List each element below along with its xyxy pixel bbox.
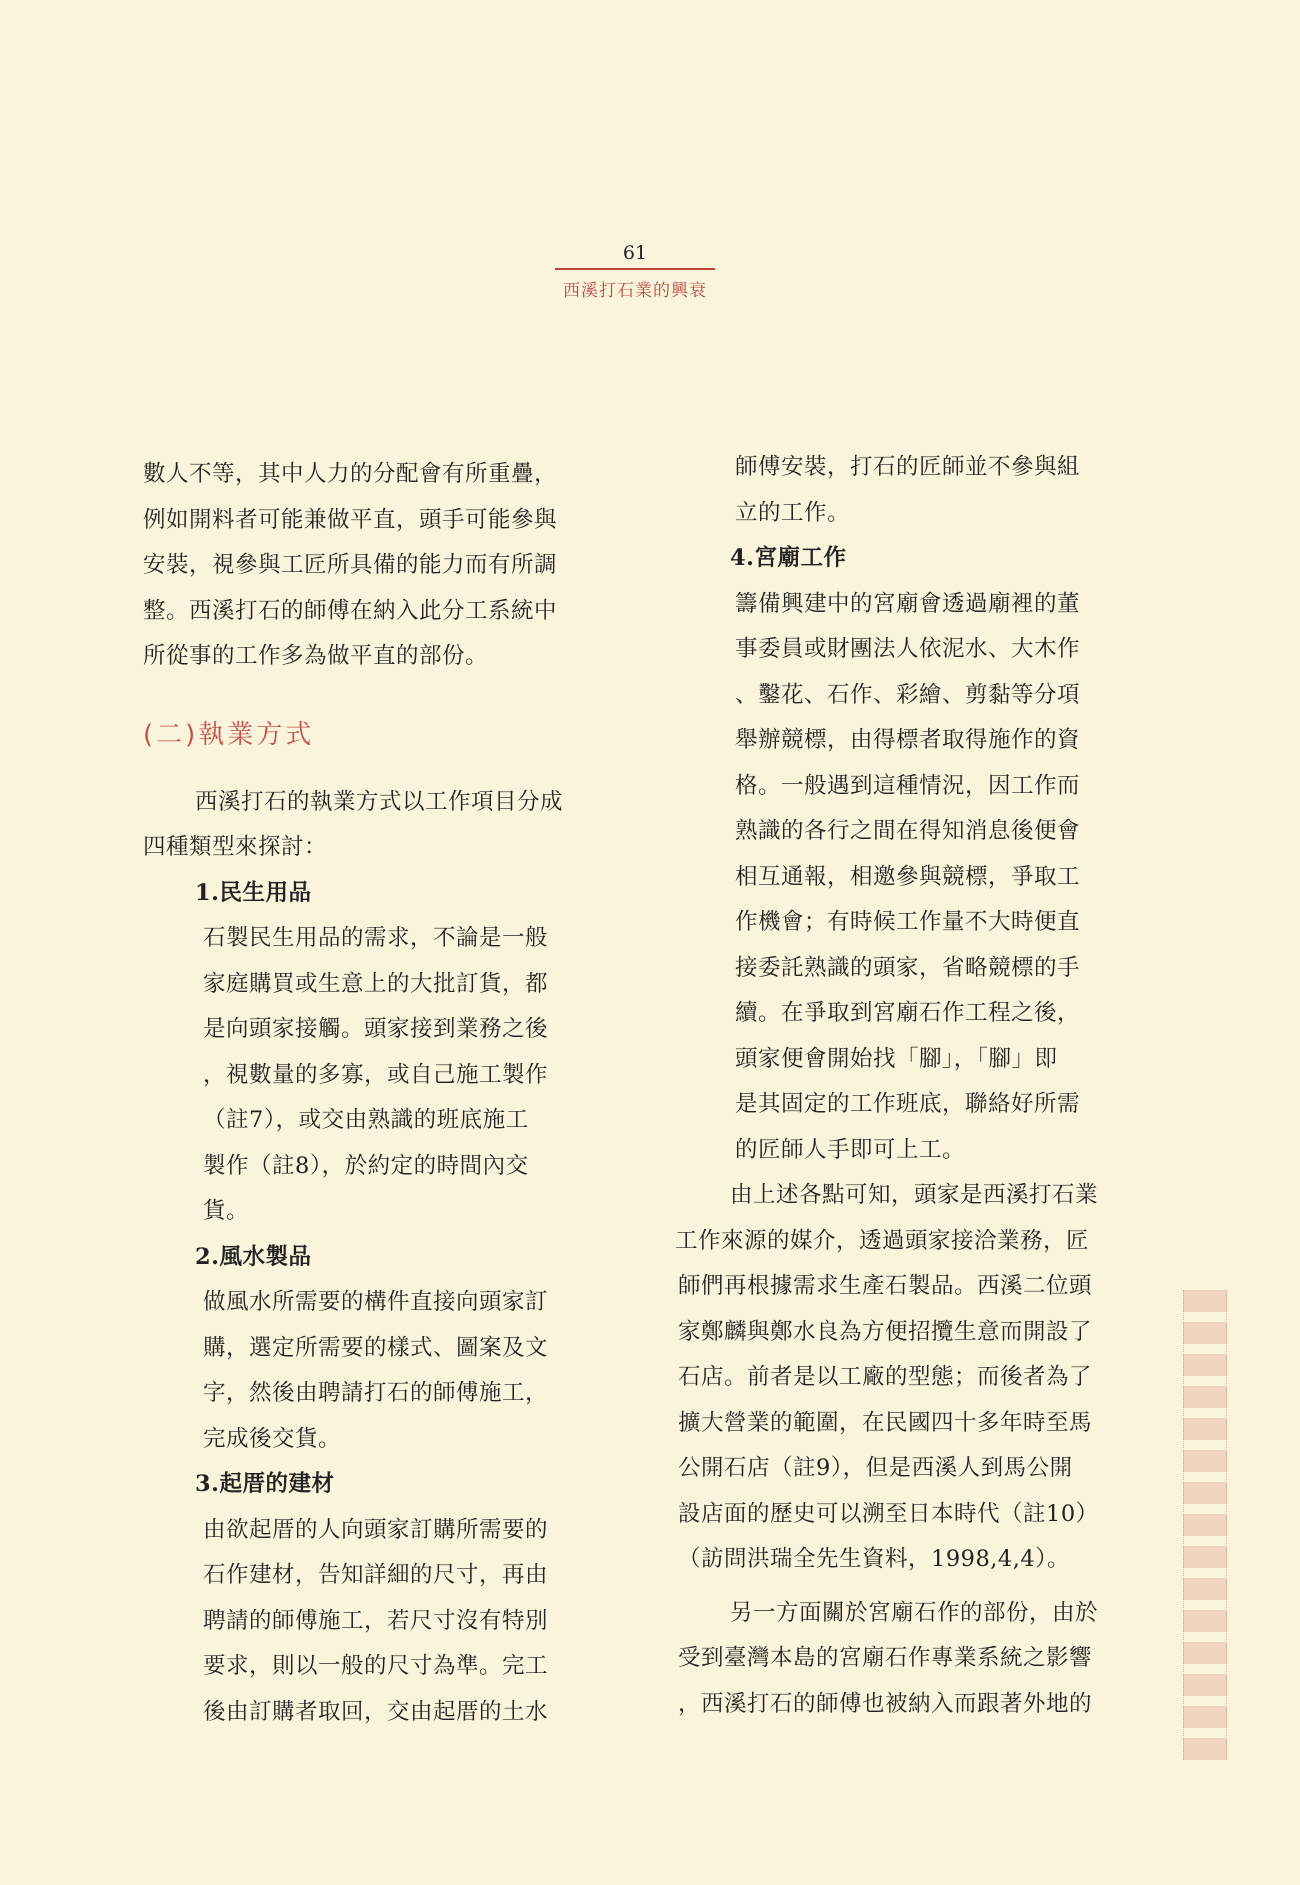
running-title: 西溪打石業的興衰 bbox=[563, 281, 707, 301]
text-line: 師們再根據需求生產石製品。西溪二位頭 bbox=[678, 1273, 1093, 1299]
text-line: 字，然後由聘請打石的師傅施工， bbox=[203, 1380, 549, 1406]
text-line: 購，選定所需要的樣式、圖案及文 bbox=[203, 1334, 549, 1361]
item-heading: 1.民生用品 bbox=[195, 879, 312, 906]
text-line: 續。在爭取到宮廟石作工程之後， bbox=[735, 1000, 1081, 1026]
text-line: 家鄭麟與鄭水良為方便招攬生意而開設了 bbox=[678, 1318, 1093, 1345]
page-header bbox=[555, 240, 715, 301]
text-line: 的匠師人手即可上工。 bbox=[735, 1136, 966, 1163]
text-line: 家庭購買或生意上的大批訂貨，都 bbox=[203, 970, 549, 997]
text-line: 完成後交貨。 bbox=[203, 1425, 342, 1452]
text-line: 立的工作。 bbox=[735, 499, 851, 526]
text-line: 另一方面關於宮廟石作的部份，由於 bbox=[730, 1599, 1099, 1626]
text-line: （訪問洪瑞全先生資料，1998,4,4）。 bbox=[678, 1546, 1070, 1572]
text-line: 熟識的各行之間在得知消息後便會 bbox=[735, 818, 1081, 844]
section-heading: (二)執業方式 bbox=[143, 719, 315, 750]
text-line: 石店。前者是以工廠的型態；而後者為了 bbox=[678, 1364, 1093, 1390]
seal-stamp-strip bbox=[1183, 1290, 1227, 1760]
text-line: 四種類型來探討： bbox=[143, 834, 328, 860]
text-line: 是向頭家接觸。頭家接到業務之後 bbox=[203, 1016, 549, 1042]
left-column bbox=[143, 452, 613, 1735]
text-line: 公開石店（註9），但是西溪人到馬公開 bbox=[678, 1455, 1073, 1481]
text-line: ，西溪打石的師傅也被納入而跟著外地的 bbox=[678, 1690, 1093, 1717]
text-line: 由上述各點可知，頭家是西溪打石業 bbox=[730, 1182, 1099, 1208]
text-line: 擴大營業的範圍，在民國四十多年時至馬 bbox=[678, 1409, 1093, 1436]
text-line: 要求，則以一般的尺寸為準。完工 bbox=[203, 1653, 549, 1679]
text-line: 製作（註8），於約定的時間內交 bbox=[203, 1152, 529, 1179]
text-line: 籌備興建中的宮廟會透過廟裡的董 bbox=[735, 590, 1081, 617]
text-line: 石製民生用品的需求，不論是一般 bbox=[203, 925, 549, 951]
text-line: 整。西溪打石的師傅在納入此分工系統中 bbox=[143, 597, 558, 624]
text-line: 例如開料者可能兼做平直，頭手可能參與 bbox=[143, 506, 558, 533]
text-line: 舉辦競標，由得標者取得施作的資 bbox=[735, 727, 1081, 753]
text-line: 由欲起厝的人向頭家訂購所需要的 bbox=[203, 1516, 549, 1543]
text-line: （註7），或交由熟識的班底施工 bbox=[203, 1107, 529, 1133]
text-line: 後由訂購者取回，交由起厝的土水 bbox=[203, 1698, 549, 1725]
header-rule bbox=[555, 268, 715, 270]
right-column bbox=[675, 445, 1148, 1727]
text-line: 聘請的師傅施工，若尺寸沒有特別 bbox=[203, 1607, 549, 1634]
text-line: 貨。 bbox=[203, 1198, 250, 1224]
text-line: 工作來源的媒介，透過頭家接洽業務，匠 bbox=[675, 1227, 1090, 1254]
text-line: 格。一般遇到這種情況，因工作而 bbox=[735, 772, 1081, 799]
paragraph-gap bbox=[678, 1583, 1148, 1591]
text-line: 所從事的工作多為做平直的部份。 bbox=[143, 643, 489, 669]
text-line: 接委託熟識的頭家，省略競標的手 bbox=[735, 954, 1081, 981]
text-line: 作機會；有時候工作量不大時便直 bbox=[735, 909, 1081, 935]
text-line: 受到臺灣本島的宮廟石作專業系統之影響 bbox=[678, 1645, 1093, 1671]
text-line: 師傅安裝，打石的匠師並不參與組 bbox=[735, 454, 1081, 480]
item-heading: 2.風水製品 bbox=[195, 1243, 312, 1270]
text-line: 頭家便會開始找「腳」，「腳」即 bbox=[735, 1045, 1058, 1072]
text-line: 相互通報，相邀參與競標，爭取工 bbox=[735, 863, 1081, 890]
item-heading: 4.宮廟工作 bbox=[730, 545, 847, 571]
text-line: 、鑿花、石作、彩繪、剪黏等分項 bbox=[735, 681, 1081, 708]
text-line: 西溪打石的執業方式以工作項目分成 bbox=[195, 788, 564, 815]
text-line: 設店面的歷史可以溯至日本時代（註10） bbox=[678, 1500, 1099, 1527]
text-line: 安裝，視參與工匠所具備的能力而有所調 bbox=[143, 552, 558, 578]
text-line: 做風水所需要的構件直接向頭家訂 bbox=[203, 1289, 549, 1315]
text-line: 數人不等，其中人力的分配會有所重疊， bbox=[143, 461, 558, 487]
text-line: 是其固定的工作班底，聯絡好所需 bbox=[735, 1091, 1081, 1117]
item-heading: 3.起厝的建材 bbox=[195, 1471, 335, 1497]
text-line: ，視數量的多寡，或自己施工製作 bbox=[203, 1061, 549, 1088]
text-line: 石作建材，告知詳細的尺寸，再由 bbox=[203, 1562, 549, 1588]
page-number: 61 bbox=[622, 242, 648, 264]
text-line: 事委員或財團法人依泥水、大木作 bbox=[735, 636, 1081, 662]
